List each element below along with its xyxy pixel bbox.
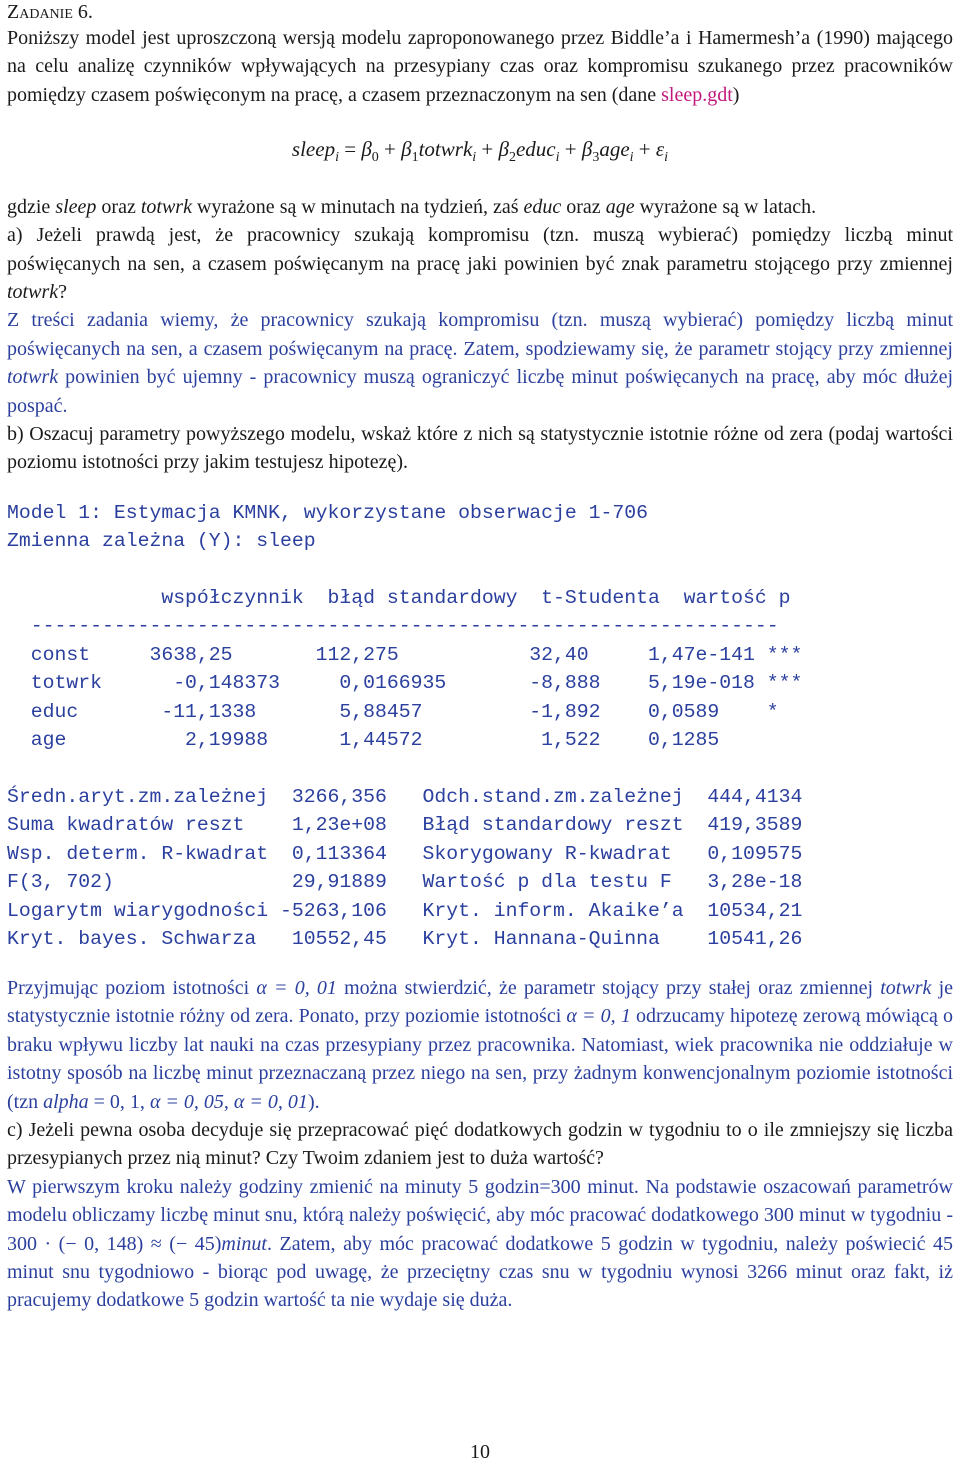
task-heading: Zadanie 6.: [7, 1, 93, 23]
coef-row-age: age 2,19988 1,44572 1,522 0,1285: [7, 729, 720, 752]
question-a: a) Jeżeli prawdą jest, że pracownicy szukają kompromisu (tzn. muszą wybierać) pomiędzy liczbą minut poświęcanych na sen, a czasem poświęcanym na pracę jaki powinien być znak parametru stojącego przy zmiennej totwrk?: [7, 224, 953, 304]
stats-row: Wsp. determ. R-kwadrat 0,113364 Skorygowany R-kwadrat 0,109575: [7, 842, 803, 865]
model-output: [7, 499, 953, 954]
document-page: [7, 0, 954, 1463]
beta-symbol: β: [361, 137, 372, 162]
dependent-variable: Zmienna zależna (Y): sleep: [7, 530, 316, 553]
stats-row: Suma kwadratów reszt 1,23e+08 Błąd standardowy reszt 419,3589: [7, 814, 803, 837]
answer-a: Z treści zadania wiemy, że pracownicy szukają kompromisu (tzn. muszą wybierać) pomiędzy liczbą minut poświęcanych na sen, a czasem poświęcanym na pracę. Zatem, spodziewamy się, że parametr stojący przy zmiennej totwrk powinien być ujemny - pracownicy muszą ograniczyć liczbę minut poświęcanych na pracę, aby móc dłużej pospać.: [7, 309, 953, 417]
model-equation: sleep$_i$ = $\beta_0$ + $\beta_1totwrk_i$ + $\beta_2educ_i + \beta_3age_i + \varepsilon_i$: [291, 137, 669, 166]
answer-b: Przyjmując poziom istotności α = 0, 01 można stwierdzić, że parametr stojący przy stałej oraz zmiennej totwrk je statystycznie istotnie różny od zera. Ponato, przy poziomie istotności α = 0, 1 odrzucamy hipotezę zerową mówiącą o braku wpływu liczby lat nauki na czas przesypiany przez pracownika. Natomiast, wiek pracownika nie oddziałuje w istotny sposób na liczbę minut przeznaczaną przez niego na sen, przy żadnym konwencjonalnym poziomie istotności (tzn alpha = 0, 1, α = 0, 05, α = 0, 01).: [7, 976, 954, 1113]
coef-table-rule: ---------------------------------------------------------------: [7, 615, 779, 638]
answer-c: W pierwszym kroku należy godziny zmienić na minuty 5 godzin=300 minut. Na podstawie oszacowań parametrów modelu obliczamy liczbę minut snu, którą należy poświęcić, aby móc pracować dodatkowego 300 minut w tygodniu - 300 · (− 0, 148) ≈ (− 45)minut. Zatem, aby móc pracować dodatkowe 5 godzin w tygodniu, należy poświecić 45 minut snu tygodniowo - biorąc pod uwagę, że przeciętny czas snu w tygodniu wynosi 3266 minut oraz fakt, iż pracujemy dodatkowe 5 godzin wartość ta nie wydaje się duża.: [7, 1175, 953, 1312]
stats-row: Średn.aryt.zm.zależnej 3266,356 Odch.stand.zm.zależnej 444,4134: [7, 785, 803, 808]
model-title: Model 1: Estymacja KMNK, wykorzystane obserwacje 1-706: [7, 501, 649, 524]
stats-row: F(3, 702) 29,91889 Wartość p dla testu F 3,28e-18: [7, 871, 803, 894]
intro-close: ): [732, 83, 740, 106]
stats-row: Kryt. bayes. Schwarza 10552,45 Kryt. Hannana-Quinna 10541,26: [7, 928, 803, 951]
stats-row: Logarytm wiarygodności -5263,106 Kryt. inform. Akaike’a 10534,21: [7, 899, 803, 922]
intro-paragraph: [7, 24, 953, 109]
coef-row-educ: educ -11,1338 5,88457 -1,892 0,0589 *: [7, 700, 779, 723]
dataset-link[interactable]: sleep.gdt: [661, 83, 733, 106]
coef-row-const: const 3638,25 112,275 32,40 1,47e-141 ***: [7, 643, 803, 666]
page-number: 10: [470, 1441, 490, 1463]
variable-description: gdzie sleep oraz totwrk wyrażone są w minutach na tydzień, zaś educ oraz age wyrażone są w latach.: [7, 195, 817, 218]
question-b: b) Oszacuj parametry powyższego modelu, wskaż które z nich są statystycznie istotnie różne od zera (podaj wartości poziomu istotności przy jakim testujesz hipotezę).: [7, 423, 953, 474]
question-c: c) Jeżeli pewna osoba decyduje się przepracować pięć dodatkowych godzin w tygodniu to o ile zmniejszy się liczba przesypianych przez nią minut? Czy Twoim zdaniem jest to duża wartość?: [7, 1118, 953, 1170]
intro-text: Poniższy model jest uproszczoną wersją modelu zaproponowanego przez Biddle’a i Hamermesh’a (1990) mającego na celu analizę czynników wpływających na przesypiany czas oraz kompromisu szukanego przez pracowników pomiędzy czasem poświęconym na pracę, a czasem przeznaczonym na sen (dane: [7, 27, 953, 106]
coef-row-totwrk: totwrk -0,148373 0,0166935 -8,888 5,19e-018 ***: [7, 672, 803, 695]
coef-table-header: współczynnik błąd standardowy t-Studenta wartość p: [7, 586, 791, 609]
